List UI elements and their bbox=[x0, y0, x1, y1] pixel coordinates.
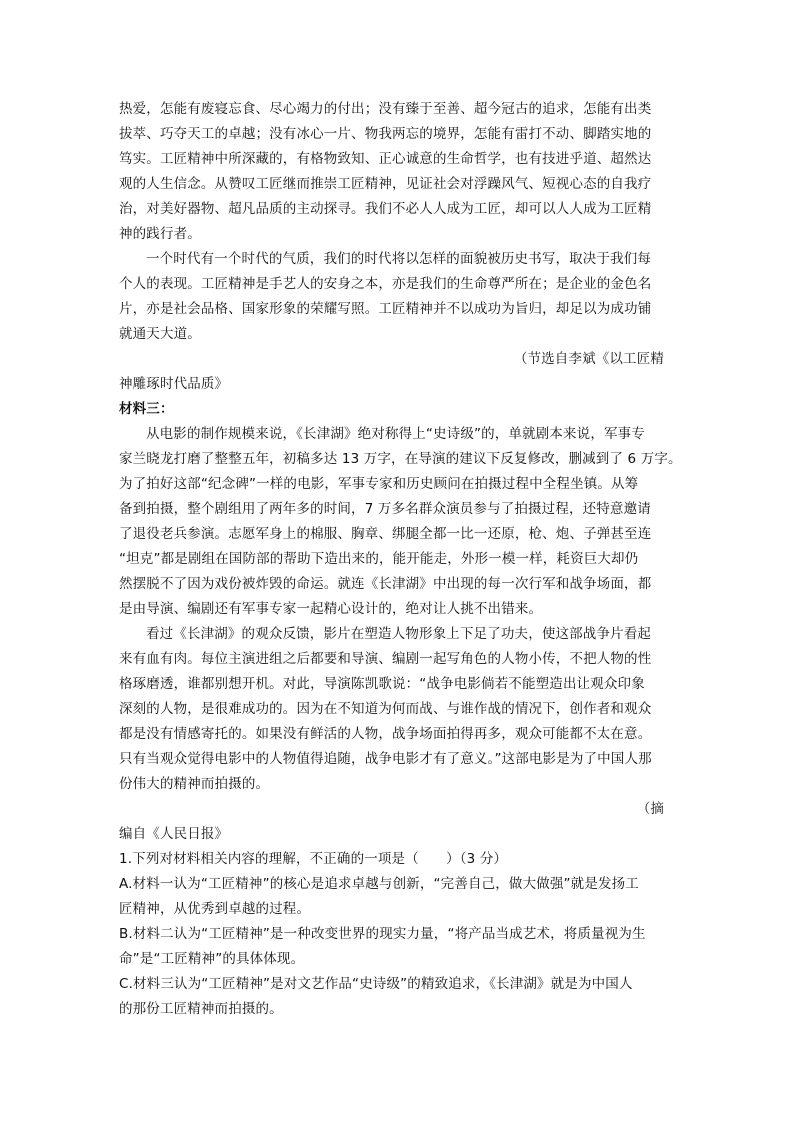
text-line: 来有血有肉。每位主演进组之后都要和导演、编剧一起写角色的人物小传，不把人物的性 bbox=[119, 651, 652, 667]
text-line: 了退役老兵参演。志愿军身上的棉服、胸章、绑腿全都一比一还原，枪、炮、子弹甚至连 bbox=[119, 526, 652, 542]
citation-line: （节选自李斌《以工匠精 bbox=[513, 351, 664, 367]
text-line: 个人的表现。工匠精神是手艺人的安身之本，亦是我们的生命尊严所在；是企业的金色名 bbox=[119, 276, 652, 292]
text-line: “坦克”都是剧组在国防部的帮助下造出来的，能开能走，外形一模一样，耗资巨大却仍 bbox=[119, 551, 639, 567]
citation-line: （摘 bbox=[636, 801, 664, 817]
text-line: 只有当观众觉得电影中的人物值得追随，战争电影才有了意义。”这部电影是为了中国人那 bbox=[119, 751, 652, 767]
text-line: 看过《长津湖》的观众反馈，影片在塑造人物形象上下足了功夫，使这部战争片看起 bbox=[146, 626, 652, 642]
option-a: A.材料一认为“工匠精神”的核心是追求卓越与创新，“完善自己，做大做强”就是发扬工 bbox=[119, 876, 639, 892]
text-line: 从电影的制作规模来说，《长津湖》绝对称得上“史诗级”的，单就剧本来说，军事专 bbox=[146, 426, 645, 442]
text-line: 都是没有情感寄托的。如果没有鲜活的人物，战争场面拍得再多，观众可能都不太在意。 bbox=[119, 726, 652, 742]
text-line: 观的人生信念。从赞叹工匠继而推崇工匠精神，见证社会对浮躁风气、短视心态的自我疗 bbox=[119, 176, 652, 192]
citation-line: 编自《人民日报》 bbox=[119, 826, 229, 842]
text-line: 就通天大道。 bbox=[119, 326, 201, 342]
citation-line: 神雕琢时代品质》 bbox=[119, 376, 229, 392]
text-line: 份伟大的精神而拍摄的。 bbox=[119, 776, 270, 792]
text-line: 格琢磨透，谁都别想开机。对此，导演陈凯歌说：“战争电影倘若不能塑造出让观众印象 bbox=[119, 676, 645, 692]
option-b-cont: 命”是“工匠精神”的具体体现。 bbox=[119, 951, 305, 967]
text-line: 为了拍好这部“纪念碑”一样的电影，军事专家和历史顾问在拍摄过程中全程坐镇。从筹 bbox=[119, 476, 639, 492]
text-line: 拔萃、巧夺天工的卓越；没有冰心一片、物我两忘的境界，怎能有雷打不动、脚踏实地的 bbox=[119, 126, 652, 142]
text-line: 然摆脱不了因为戏份被炸毁的命运。就连《长津湖》中出现的每一次行军和战争场面，都 bbox=[119, 576, 652, 592]
option-c: C.材料三认为“工匠精神”是对文艺作品“史诗级”的精致追求，《长津湖》就是为中国人 bbox=[119, 976, 633, 992]
text-line: 一个时代有一个时代的气质，我们的时代将以怎样的面貌被历史书写，取决于我们每 bbox=[146, 251, 652, 267]
text-line: 热爱，怎能有废寝忘食、尽心竭力的付出；没有臻于至善、超今冠古的追求，怎能有出类 bbox=[119, 101, 652, 117]
text-line: 是由导演、编剧还有军事专家一起精心设计的，绝对让人挑不出错来。 bbox=[119, 601, 543, 617]
question-stem: 1.下列对材料相关内容的理解，不正确的一项是（ ）（3 分） bbox=[119, 851, 508, 867]
option-c-cont: 的那份工匠精神而拍摄的。 bbox=[119, 1001, 283, 1017]
text-line: 片，亦是社会品格、国家形象的荣耀写照。工匠精神并不以成功为旨归，却足以为成功铺 bbox=[119, 301, 652, 317]
option-a-cont: 匠精神，从优秀到卓越的过程。 bbox=[119, 901, 311, 917]
text-line: 笃实。工匠精神中所深藏的，有格物致知、正心诚意的生命哲学，也有技进乎道、超然达 bbox=[119, 151, 652, 167]
text-line: 深刻的人物，是很难成功的。因为在不知道为何而战、与谁作战的情况下，创作者和观众 bbox=[119, 701, 652, 717]
option-b: B.材料二认为“工匠精神”是一种改变世界的现实力量，“将产品当成艺术，将质量视为生 bbox=[119, 926, 646, 942]
section-heading: 材料三： bbox=[119, 401, 174, 417]
text-line: 备到拍摄，整个剧组用了两年多的时间，7 万多名群众演员参与了拍摄过程，还特意邀请 bbox=[119, 501, 651, 517]
text-line: 治，对美好器物、超凡品质的主动探寻。我们不必人人成为工匠，却可以人人成为工匠精 bbox=[119, 201, 652, 217]
text-line: 神的践行者。 bbox=[119, 226, 201, 242]
text-line: 家兰晓龙打磨了整整五年，初稿多达 13 万字，在导演的建议下反复修改，删减到了 6 万字。 bbox=[119, 451, 682, 467]
